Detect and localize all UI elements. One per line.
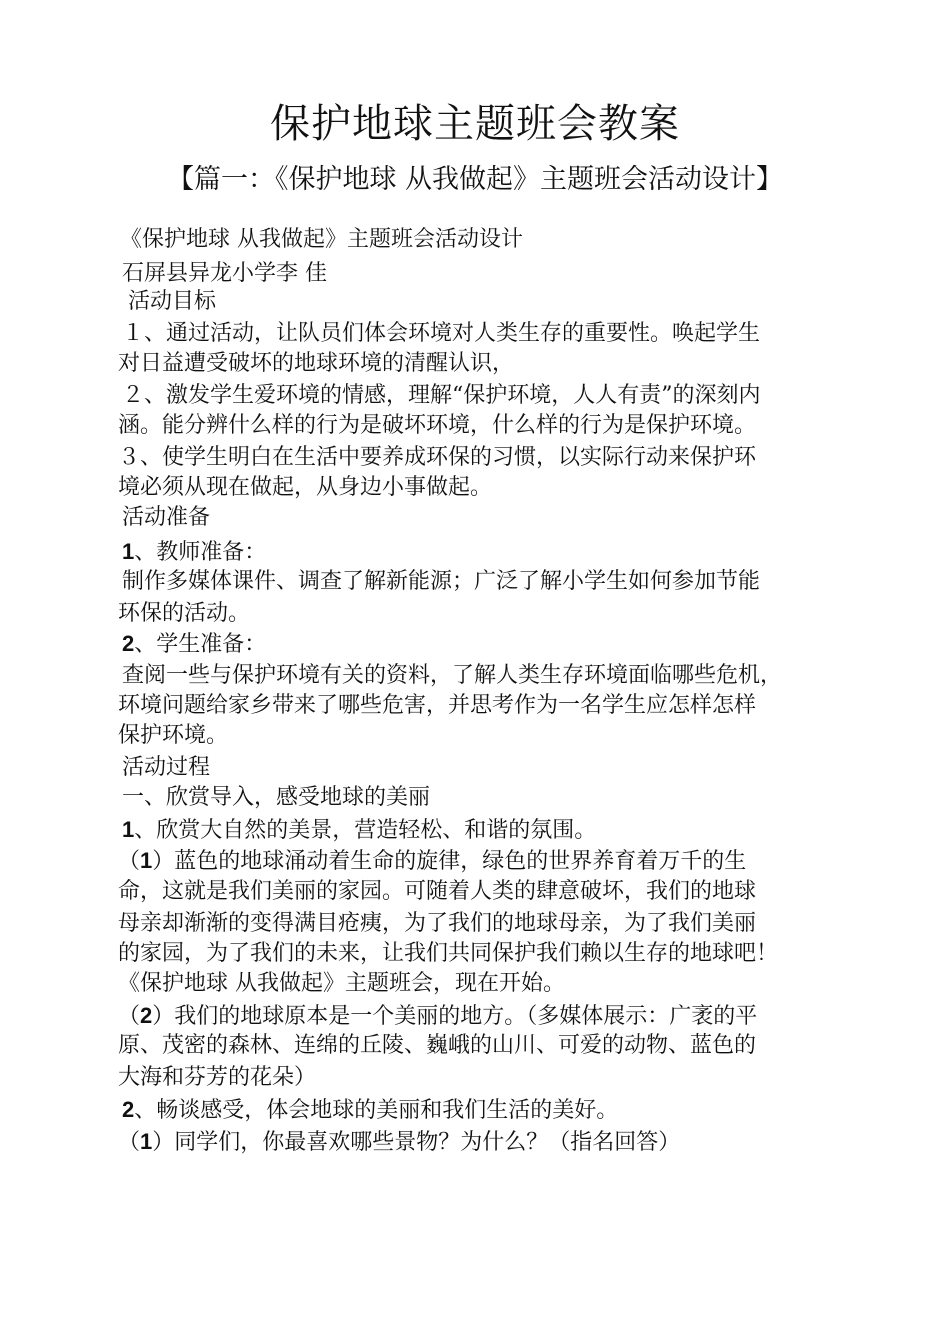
text-line [118, 690, 756, 722]
list-number: 1 [122, 539, 135, 564]
text-line [118, 348, 514, 380]
text-line [118, 876, 756, 908]
list-number: 1 [140, 848, 153, 873]
list-number: 2 [122, 1097, 135, 1122]
line-text: 、畅谈感受，体会地球的美丽和我们生活的美好。 [134, 1098, 619, 1123]
line-text: 境必须从现在做起，从身边小事做起。 [118, 475, 493, 500]
text-line [122, 782, 430, 814]
line-text: 《保护地球 从我做起》主题班会，现在开始。 [118, 971, 565, 996]
line-text: 对日益遭受破坏的地球环境的清醒认识， [118, 351, 515, 376]
line-text: ２、激发学生爱环境的情感，理解“保护环境，人人有责”的深刻内 [122, 383, 761, 408]
text-line [122, 318, 760, 350]
text-line [122, 502, 210, 534]
text-line [122, 566, 760, 598]
text-line [118, 1126, 680, 1159]
line-text: 、欣赏大自然的美景，营造轻松、和谐的氛围。 [134, 818, 597, 843]
text-line [118, 720, 228, 752]
line-text: ）蓝色的地球涌动着生命的旋律，绿色的世界养育着万千的生 [152, 849, 747, 874]
list-number: 1 [140, 1129, 153, 1154]
text-line [118, 938, 778, 970]
text-line [118, 1000, 757, 1033]
line-text: 命，这就是我们美丽的家园。可随着人类的肆意破坏，我们的地球 [118, 879, 757, 904]
text-line [122, 660, 782, 692]
line-prefix: （ [118, 1130, 141, 1155]
text-line [122, 536, 266, 569]
line-text: ）我们的地球原本是一个美丽的地方。（多媒体展示：广袤的平 [152, 1004, 758, 1029]
line-text: 环境问题给家乡带来了哪些危害，并思考作为一名学生应怎样怎样 [118, 693, 757, 718]
line-text: 查阅一些与保护环境有关的资料，了解人类生存环境面临哪些危机， [122, 663, 783, 688]
text-line [128, 286, 216, 318]
section-subtitle: 【篇一：《保护地球 从我做起》主题班会活动设计】 [166, 164, 784, 195]
line-text: 活动过程 [122, 755, 211, 780]
text-line [122, 380, 761, 412]
text-line [122, 628, 266, 661]
line-text: ３、使学生明白在生活中要养成环保的习惯，以实际行动来保护环 [118, 445, 757, 470]
line-text: 石屏县异龙小学李 佳 [122, 261, 327, 286]
text-line [118, 442, 756, 474]
line-prefix: （ [118, 1004, 141, 1029]
text-line [122, 752, 210, 784]
line-text: 保护环境。 [118, 723, 229, 748]
text-line [118, 968, 565, 1000]
list-number: 2 [122, 631, 135, 656]
text-line [120, 224, 523, 256]
text-line [118, 410, 756, 442]
line-text: 母亲却渐渐的变得满目疮痍，为了我们的地球母亲，为了我们美丽 [118, 911, 757, 936]
line-text: 涵。能分辨什么样的行为是破坏环境，什么样的行为是保护环境。 [118, 413, 757, 438]
line-text: 活动目标 [128, 289, 217, 314]
line-text: 原、茂密的森林、连绵的丘陵、巍峨的山川、可爱的动物、蓝色的 [118, 1033, 757, 1058]
text-line [122, 1094, 618, 1127]
text-line [122, 814, 596, 847]
line-text: 、学生准备： [134, 632, 267, 657]
text-line [118, 1062, 316, 1094]
line-text: 活动准备 [122, 505, 211, 530]
text-line [118, 1030, 756, 1062]
line-text: 《保护地球 从我做起》主题班会活动设计 [120, 227, 523, 252]
text-line [118, 908, 756, 940]
line-text: 的家园，为了我们的未来，让我们共同保护我们赖以生存的地球吧！ [118, 941, 779, 966]
text-line [118, 598, 250, 630]
page-title: 保护地球主题班会教案 [270, 101, 680, 147]
line-text: 、教师准备： [134, 540, 267, 565]
line-text: 环保的活动。 [118, 601, 251, 626]
line-prefix: （ [118, 849, 141, 874]
text-line [118, 845, 746, 878]
line-text: １、通过活动，让队员们体会环境对人类生存的重要性。唤起学生 [122, 321, 761, 346]
line-text: ）同学们，你最喜欢哪些景物？为什么？（指名回答） [152, 1130, 681, 1155]
text-line [118, 472, 492, 504]
line-text: 大海和芬芳的花朵） [118, 1065, 317, 1090]
line-text: 制作多媒体课件、调查了解新能源；广泛了解小学生如何参加节能 [122, 569, 761, 594]
list-number: 2 [140, 1003, 153, 1028]
list-number: 1 [122, 817, 135, 842]
line-text: 一、欣赏导入，感受地球的美丽 [122, 785, 431, 810]
